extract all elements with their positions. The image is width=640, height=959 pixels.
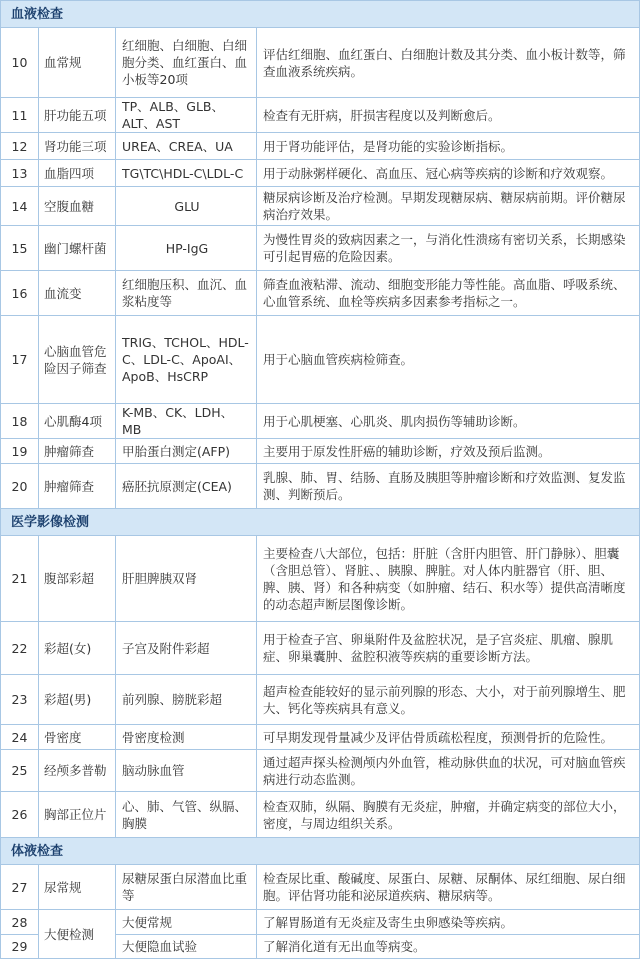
exam-description: 筛查血液粘滞、流动、细胞变形能力等性能。高血脂、呼吸系统、心血管系统、血栓等疾病多因素参考指标之一。 [257, 271, 640, 316]
exam-item: 骨密度检测 [116, 725, 257, 750]
row-number: 12 [1, 133, 39, 160]
exam-description: 超声检查能较好的显示前列腺的形态、大小，对于前列腺增生、肥大、钙化等疾病具有意义。 [257, 675, 640, 725]
table-row [1, 98, 640, 133]
section-title-imaging: 医学影像检测 [1, 509, 640, 536]
table-row [1, 28, 640, 98]
table-row [1, 792, 640, 838]
exam-description: 主要用于原发性肝癌的辅助诊断，疗效及预后监测。 [257, 439, 640, 464]
exam-name: 空腹血糖 [39, 187, 116, 226]
exam-description: 检查尿比重、酸碱度、尿蛋白、尿糖、尿酮体、尿红细胞、尿白细胞。评估肾功能和泌尿道疾病、糖尿病等。 [257, 865, 640, 910]
row-number: 23 [1, 675, 39, 725]
exam-item: 红细胞压积、血沉、血浆粘度等 [116, 271, 257, 316]
table-row [1, 910, 640, 935]
table-row [1, 865, 640, 910]
row-number: 25 [1, 750, 39, 792]
exam-description: 用于心脑血管疾病检筛查。 [257, 316, 640, 404]
exam-name: 尿常规 [39, 865, 116, 910]
exam-description: 用于检查子宫、卵巢附件及盆腔状况，是子宫炎症、肌瘤、腺肌症、卵巢囊肿、盆腔积液等疾病的重要诊断方法。 [257, 622, 640, 675]
exam-name: 肾功能三项 [39, 133, 116, 160]
exam-item: 癌胚抗原测定(CEA) [116, 464, 257, 509]
exam-name: 肿瘤筛查 [39, 464, 116, 509]
exam-name: 腹部彩超 [39, 536, 116, 622]
row-number: 29 [1, 935, 39, 959]
exam-description: 通过超声探头检测颅内外血管，椎动脉供血的状况，可对脑血管疾病进行动态监测。 [257, 750, 640, 792]
row-number: 24 [1, 725, 39, 750]
exam-description: 用于心肌梗塞、心肌炎、肌肉损伤等辅助诊断。 [257, 404, 640, 439]
exam-name: 幽门螺杆菌 [39, 226, 116, 271]
exam-name: 血脂四项 [39, 160, 116, 187]
exam-description: 了解胃肠道有无炎症及寄生虫卵感染等疾病。 [257, 910, 640, 935]
exam-name: 经颅多普勒 [39, 750, 116, 792]
exam-item: 红细胞、白细胞、白细胞分类、血红蛋白、血小板等20项 [116, 28, 257, 98]
exam-description: 乳腺、肺、胃、结肠、直肠及胰胆等肿瘤诊断和疗效监测、复发监测、判断预后。 [257, 464, 640, 509]
exam-name: 大便检测 [39, 910, 116, 959]
table-row [1, 316, 640, 404]
exam-description: 为慢性胃炎的致病因素之一，与消化性溃疡有密切关系，长期感染可引起胃癌的危险因素。 [257, 226, 640, 271]
section-header-fluid [1, 838, 640, 865]
section-header-imaging [1, 509, 640, 536]
exam-name: 心脑血管危险因子筛查 [39, 316, 116, 404]
table-row [1, 675, 640, 725]
row-number: 21 [1, 536, 39, 622]
exam-name: 肿瘤筛查 [39, 439, 116, 464]
exam-item: 大便隐血试验 [116, 935, 257, 959]
table-row [1, 160, 640, 187]
row-number: 19 [1, 439, 39, 464]
table-row [1, 725, 640, 750]
exam-item: K-MB、CK、LDH、MB [116, 404, 257, 439]
row-number: 20 [1, 464, 39, 509]
exam-description: 主要检查八大部位，包括：肝脏（含肝内胆管、肝门静脉）、胆囊（含胆总管）、肾脏、、胰腺、脾脏。对人体内脏器官（肝、胆、脾、胰、肾）和各种病变（如肿瘤、结石、积水等）提供高清晰度的动态超声断层图像诊断。 [257, 536, 640, 622]
row-number: 13 [1, 160, 39, 187]
exam-item: 前列腺、膀胱彩超 [116, 675, 257, 725]
exam-description: 用于动脉粥样硬化、高血压、冠心病等疾病的诊断和疗效观察。 [257, 160, 640, 187]
table-row [1, 187, 640, 226]
exam-description: 检查有无肝病，肝损害程度以及判断愈后。 [257, 98, 640, 133]
exam-name: 血流变 [39, 271, 116, 316]
exam-name: 彩超(女) [39, 622, 116, 675]
row-number: 17 [1, 316, 39, 404]
exam-description: 了解消化道有无出血等病变。 [257, 935, 640, 959]
exam-item: 子宫及附件彩超 [116, 622, 257, 675]
exam-item: HP-IgG [116, 226, 257, 271]
exam-item: GLU [116, 187, 257, 226]
table-row [1, 404, 640, 439]
exam-name: 胸部正位片 [39, 792, 116, 838]
section-title-fluid: 体液检查 [1, 838, 640, 865]
exam-item: TG\TC\HDL-C\LDL-C [116, 160, 257, 187]
row-number: 10 [1, 28, 39, 98]
exam-item: 心、肺、气管、纵膈、胸膜 [116, 792, 257, 838]
exam-description: 可早期发现骨量减少及评估骨质疏松程度，预测骨折的危险性。 [257, 725, 640, 750]
section-header-blood [1, 1, 640, 28]
row-number: 11 [1, 98, 39, 133]
exam-item: 甲胎蛋白测定(AFP) [116, 439, 257, 464]
row-number: 14 [1, 187, 39, 226]
exam-name: 肝功能五项 [39, 98, 116, 133]
exam-item: UREA、CREA、UA [116, 133, 257, 160]
row-number: 27 [1, 865, 39, 910]
row-number: 22 [1, 622, 39, 675]
exam-description: 糖尿病诊断及治疗检测。早期发现糖尿病、糖尿病前期。评价糖尿病治疗效果。 [257, 187, 640, 226]
table-row [1, 271, 640, 316]
table-row [1, 750, 640, 792]
exam-name: 骨密度 [39, 725, 116, 750]
row-number: 28 [1, 910, 39, 935]
row-number: 18 [1, 404, 39, 439]
row-number: 15 [1, 226, 39, 271]
exam-name: 血常规 [39, 28, 116, 98]
row-number: 26 [1, 792, 39, 838]
table-row [1, 622, 640, 675]
table-row [1, 439, 640, 464]
table-row [1, 464, 640, 509]
exam-item: 脑动脉血管 [116, 750, 257, 792]
exam-description: 用于肾功能评估，是肾功能的实验诊断指标。 [257, 133, 640, 160]
table-row [1, 133, 640, 160]
exam-item: TRIG、TCHOL、HDL-C、LDL-C、ApoAI、ApoB、HsCRP [116, 316, 257, 404]
exam-item: 大便常规 [116, 910, 257, 935]
exam-description: 评估红细胞、血红蛋白、白细胞计数及其分类、血小板计数等，筛查血液系统疾病。 [257, 28, 640, 98]
table-row [1, 226, 640, 271]
exam-name: 心肌酶4项 [39, 404, 116, 439]
table-row [1, 536, 640, 622]
exam-description: 检查双肺，纵隔、胸膜有无炎症，肿瘤，并确定病变的部位大小，密度，与周边组织关系。 [257, 792, 640, 838]
exam-item: TP、ALB、GLB、ALT、AST [116, 98, 257, 133]
section-title-blood: 血液检查 [1, 1, 640, 28]
exam-item: 肝胆脾胰双肾 [116, 536, 257, 622]
exam-name: 彩超(男) [39, 675, 116, 725]
row-number: 16 [1, 271, 39, 316]
exam-item: 尿糖尿蛋白尿潜血比重等 [116, 865, 257, 910]
